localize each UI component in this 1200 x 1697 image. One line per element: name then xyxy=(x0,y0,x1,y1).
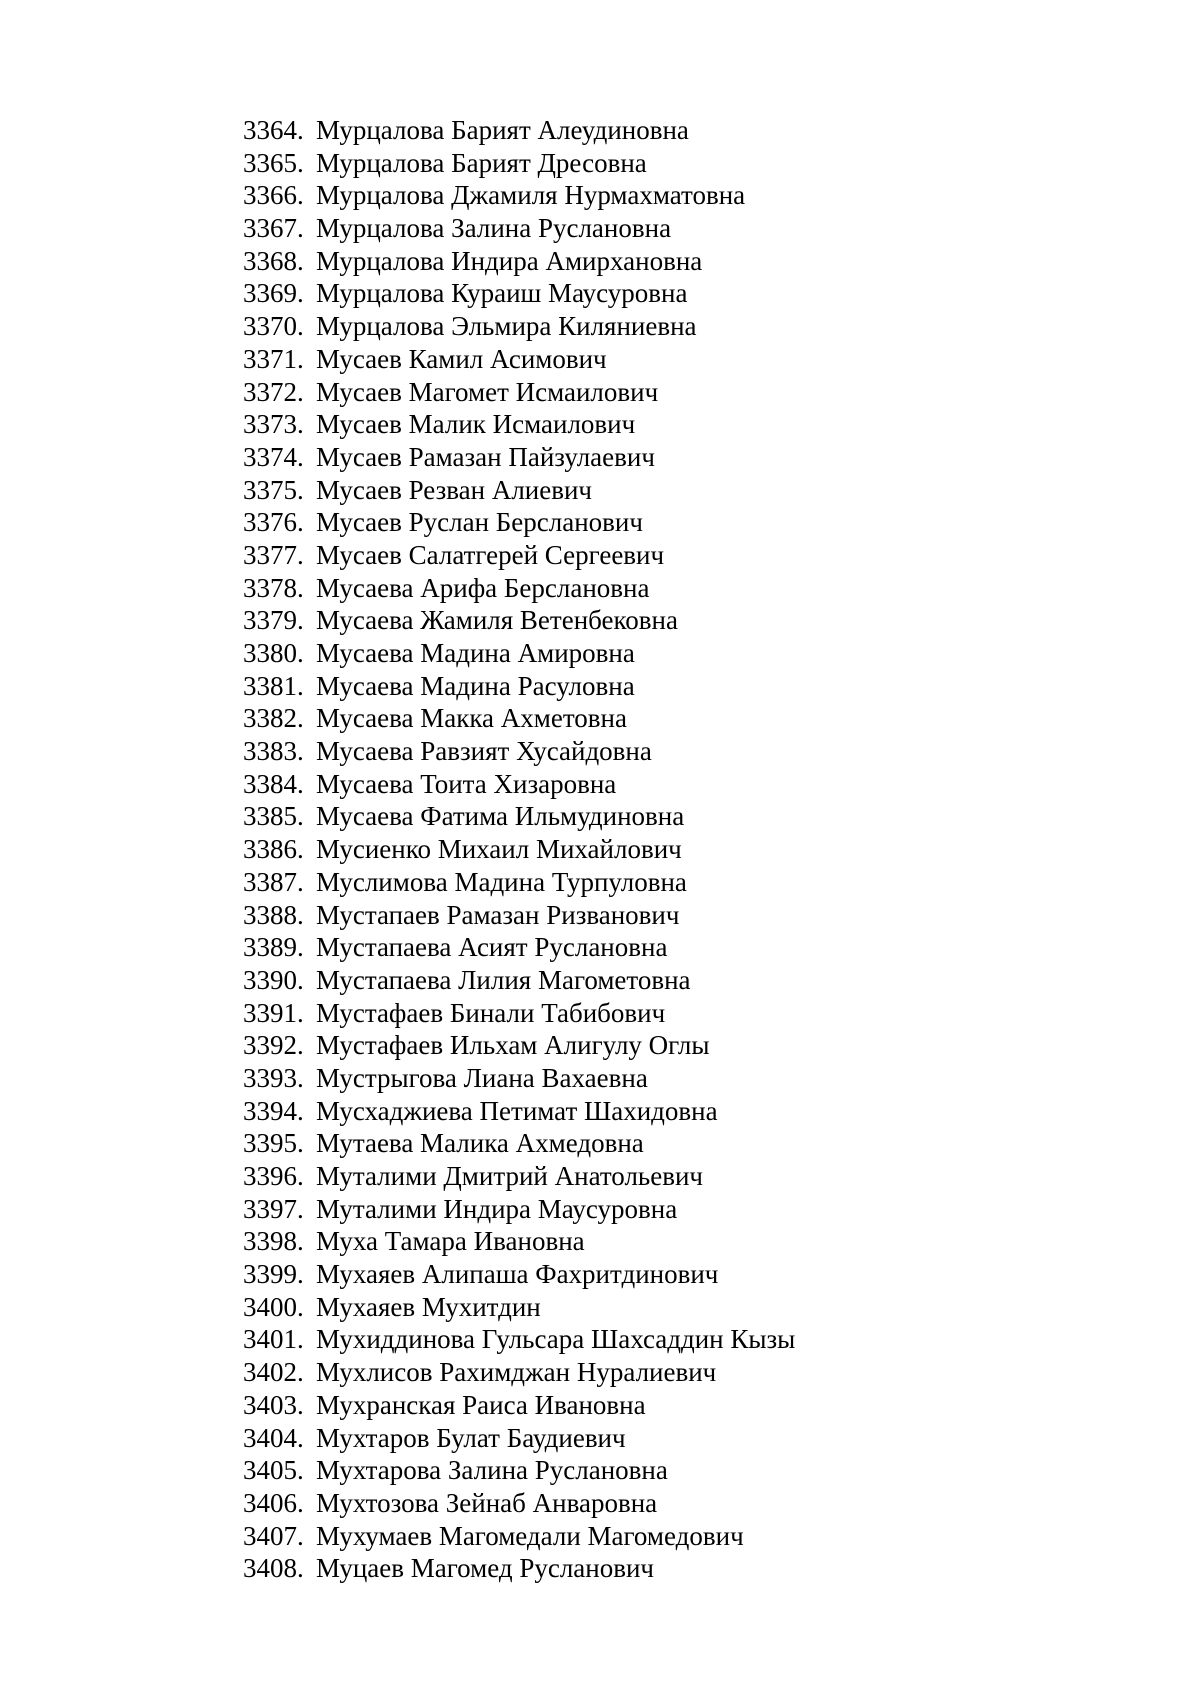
entry-full-name: Мусаева Арифа Берслановна xyxy=(316,572,650,603)
entry-number: 3370. xyxy=(243,311,304,342)
entry-number: 3369. xyxy=(243,278,304,309)
entry-full-name: Мухаяев Мухитдин xyxy=(316,1291,541,1322)
list-item xyxy=(243,1487,795,1520)
list-item xyxy=(243,735,795,768)
entry-number: 3407. xyxy=(243,1520,304,1551)
list-item xyxy=(243,931,795,964)
entry-number: 3386. xyxy=(243,834,304,865)
list-item xyxy=(243,114,795,147)
list-item xyxy=(243,572,795,605)
entry-full-name: Мурцалова Барият Дресовна xyxy=(316,147,647,178)
entry-number: 3385. xyxy=(243,801,304,832)
entry-number: 3387. xyxy=(243,866,304,897)
entry-full-name: Мустафаев Ильхам Алигулу Оглы xyxy=(316,1030,710,1061)
list-item xyxy=(243,670,795,703)
entry-full-name: Муталими Индира Маусуровна xyxy=(316,1193,678,1224)
entry-full-name: Мустрыгова Лиана Вахаевна xyxy=(316,1062,648,1093)
entry-number: 3368. xyxy=(243,245,304,276)
list-item xyxy=(243,179,795,212)
list-item xyxy=(243,702,795,735)
list-item xyxy=(243,408,795,441)
list-item xyxy=(243,1422,795,1455)
entry-number: 3389. xyxy=(243,932,304,963)
entry-full-name: Мусаева Мадина Расуловна xyxy=(316,670,635,701)
list-item xyxy=(243,1454,795,1487)
list-item xyxy=(243,866,795,899)
entry-number: 3390. xyxy=(243,964,304,995)
entry-full-name: Мурцалова Залина Руслановна xyxy=(316,213,672,244)
list-item xyxy=(243,833,795,866)
list-item xyxy=(243,539,795,572)
list-item xyxy=(243,310,795,343)
entry-full-name: Мустапаева Лилия Магометовна xyxy=(316,964,691,995)
entry-full-name: Мустапаев Рамазан Ризванович xyxy=(316,899,680,930)
entry-full-name: Мухтаров Булат Баудиевич xyxy=(316,1422,626,1453)
entry-number: 3398. xyxy=(243,1226,304,1257)
entry-number: 3383. xyxy=(243,736,304,767)
entry-number: 3380. xyxy=(243,638,304,668)
list-item xyxy=(243,1127,795,1160)
entry-full-name: Мусаев Руслан Берсланович xyxy=(316,507,643,538)
entry-full-name: Мусаева Тоита Хизаровна xyxy=(316,768,617,799)
entry-full-name: Мусаева Равзият Хусайдовна xyxy=(316,736,652,767)
entry-number: 3392. xyxy=(243,1030,304,1061)
entry-number: 3394. xyxy=(243,1095,304,1126)
entry-full-name: Мурцалова Кураиш Маусуровна xyxy=(316,278,688,309)
entry-full-name: Мухаяев Алипаша Фахритдинович xyxy=(316,1259,719,1290)
entry-number: 3384. xyxy=(243,768,304,799)
list-item xyxy=(243,1258,795,1291)
list-item xyxy=(243,1029,795,1062)
entry-full-name: Мустапаева Асият Руслановна xyxy=(316,932,668,963)
entry-full-name: Мустафаев Бинали Табибович xyxy=(316,997,666,1028)
entry-full-name: Муталими Дмитрий Анатольевич xyxy=(316,1161,703,1191)
entry-full-name: Мухранская Раиса Ивановна xyxy=(316,1389,646,1420)
list-item xyxy=(243,1323,795,1356)
entry-full-name: Мухумаев Магомедали Магомедович xyxy=(316,1520,744,1551)
entry-number: 3406. xyxy=(243,1487,304,1518)
entry-number: 3400. xyxy=(243,1291,304,1322)
entry-full-name: Мусаев Малик Исмаилович xyxy=(316,409,636,440)
entry-number: 3397. xyxy=(243,1193,304,1224)
entry-full-name: Мусаева Мадина Амировна xyxy=(316,638,635,668)
entry-number: 3403. xyxy=(243,1389,304,1420)
entry-number: 3393. xyxy=(243,1062,304,1093)
entry-full-name: Мурцалова Барият Алеудиновна xyxy=(316,115,689,145)
entry-number: 3371. xyxy=(243,343,304,374)
list-item xyxy=(243,1520,795,1553)
list-item xyxy=(243,1225,795,1258)
entry-number: 3377. xyxy=(243,539,304,570)
entry-full-name: Муха Тамара Ивановна xyxy=(316,1226,585,1257)
entry-number: 3405. xyxy=(243,1455,304,1486)
entry-full-name: Мусаев Магомет Исмаилович xyxy=(316,376,659,407)
entry-full-name: Мухлисов Рахимджан Нуралиевич xyxy=(316,1357,717,1388)
list-item xyxy=(243,1389,795,1422)
list-item xyxy=(243,637,795,670)
entry-full-name: Мурцалова Индира Амирхановна xyxy=(316,245,703,276)
list-item xyxy=(243,1552,795,1585)
entry-full-name: Мутаева Малика Ахмедовна xyxy=(316,1128,644,1159)
list-item xyxy=(243,147,795,180)
entry-number: 3364. xyxy=(243,115,304,145)
entry-number: 3401. xyxy=(243,1324,304,1355)
entry-number: 3388. xyxy=(243,899,304,930)
entry-number: 3378. xyxy=(243,572,304,603)
list-item xyxy=(243,506,795,539)
list-item xyxy=(243,245,795,278)
entry-number: 3366. xyxy=(243,180,304,211)
entry-number: 3379. xyxy=(243,605,304,636)
entry-number: 3404. xyxy=(243,1422,304,1453)
entry-full-name: Мусаев Камил Асимович xyxy=(316,343,607,374)
list-item xyxy=(243,343,795,376)
list-item xyxy=(243,376,795,409)
list-item xyxy=(243,1160,795,1193)
list-item xyxy=(243,441,795,474)
entry-full-name: Муслимова Мадина Турпуловна xyxy=(316,866,687,897)
entry-number: 3408. xyxy=(243,1553,304,1584)
entry-number: 3391. xyxy=(243,997,304,1028)
entry-full-name: Мусиенко Михаил Михайлович xyxy=(316,834,682,865)
list-item xyxy=(243,1291,795,1324)
list-item xyxy=(243,1095,795,1128)
list-item xyxy=(243,964,795,997)
entry-number: 3374. xyxy=(243,441,304,472)
list-item xyxy=(243,474,795,507)
entry-number: 3365. xyxy=(243,147,304,178)
entry-number: 3375. xyxy=(243,474,304,505)
entry-full-name: Мурцалова Эльмира Киляниевна xyxy=(316,311,697,342)
list-item xyxy=(243,277,795,310)
entry-number: 3381. xyxy=(243,670,304,701)
entry-full-name: Мурцалова Джамиля Нурмахматовна xyxy=(316,180,746,211)
entry-full-name: Мусхаджиева Петимат Шахидовна xyxy=(316,1095,718,1126)
entry-full-name: Мусаев Рамазан Пайзулаевич xyxy=(316,441,655,472)
entry-number: 3399. xyxy=(243,1259,304,1290)
entry-number: 3395. xyxy=(243,1128,304,1159)
list-item xyxy=(243,800,795,833)
list-item xyxy=(243,997,795,1030)
list-item xyxy=(243,899,795,932)
entry-full-name: Муцаев Магомед Русланович xyxy=(316,1553,655,1584)
entry-full-name: Мухтозова Зейнаб Анваровна xyxy=(316,1487,658,1518)
entry-number: 3372. xyxy=(243,376,304,407)
entry-full-name: Мусаева Жамиля Ветенбековна xyxy=(316,605,678,636)
entry-number: 3396. xyxy=(243,1161,304,1191)
entry-number: 3373. xyxy=(243,409,304,440)
name-list xyxy=(243,114,795,1585)
entry-full-name: Мусаева Фатима Ильмудиновна xyxy=(316,801,685,832)
entry-number: 3402. xyxy=(243,1357,304,1388)
entry-number: 3376. xyxy=(243,507,304,538)
list-item xyxy=(243,768,795,801)
entry-number: 3382. xyxy=(243,703,304,734)
entry-full-name: Мухтарова Залина Руслановна xyxy=(316,1455,668,1486)
list-item xyxy=(243,1193,795,1226)
entry-full-name: Мухиддинова Гульсара Шахсаддин Кызы xyxy=(316,1324,796,1355)
entry-full-name: Мусаева Макка Ахметовна xyxy=(316,703,627,734)
list-item xyxy=(243,1062,795,1095)
list-item xyxy=(243,1356,795,1389)
entry-number: 3367. xyxy=(243,213,304,244)
entry-full-name: Мусаев Резван Алиевич xyxy=(316,474,593,505)
list-item xyxy=(243,212,795,245)
list-item xyxy=(243,604,795,637)
entry-full-name: Мусаев Салатгерей Сергеевич xyxy=(316,539,665,570)
